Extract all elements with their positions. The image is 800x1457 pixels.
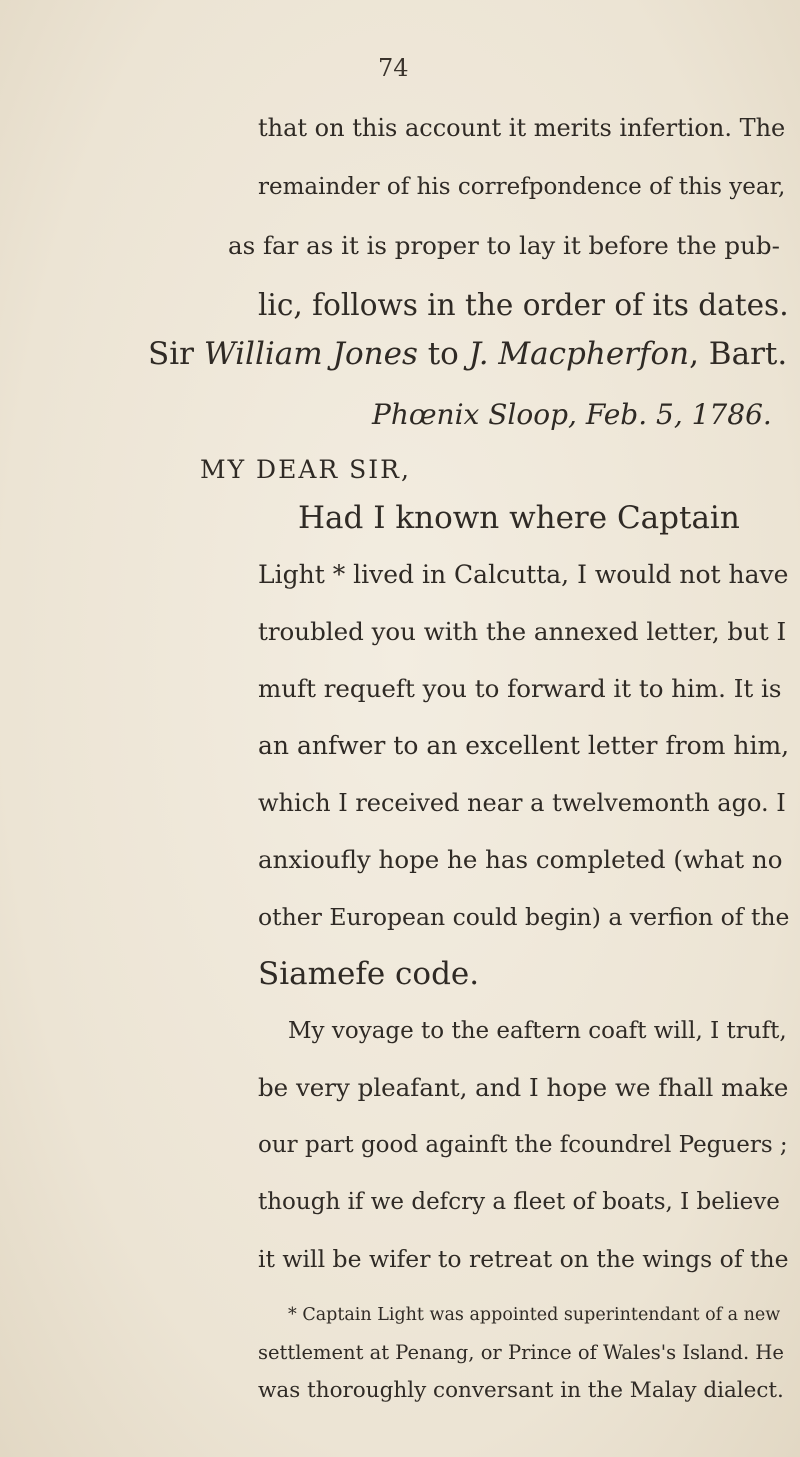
- heading-prefix: Sir: [148, 336, 204, 372]
- letter-line: our part good againft the fcoundrel Peguers ;: [258, 1132, 788, 1158]
- letter-line: other European could begin) a verfion of the: [258, 903, 790, 931]
- footnote-line: * Captain Light was appointed superintendant of a new: [288, 1305, 781, 1325]
- page-number: 74: [378, 54, 409, 82]
- letter-line: Siamefe code.: [258, 956, 480, 992]
- letter-line: Light * lived in Calcutta, I would not have: [258, 560, 789, 589]
- letter-line: though if we defcry a fleet of boats, I believe: [258, 1189, 780, 1215]
- salutation: MY DEAR SIR,: [200, 455, 411, 484]
- heading-to: to: [417, 336, 469, 372]
- letter-line: it will be wifer to retreat on the wings of the: [258, 1245, 789, 1273]
- letter-line: anxioufly hope he has completed (what no: [258, 845, 783, 874]
- heading-recipient: J. Macpherfon: [468, 336, 690, 372]
- letter-line: which I received near a twelvemonth ago. I: [258, 789, 786, 817]
- heading-author: William Jones: [203, 336, 418, 372]
- place-date: Phœnix Sloop, Feb. 5, 1786.: [372, 398, 772, 431]
- letter-line: Had I known where Captain: [298, 500, 740, 536]
- paragraph-line: remainder of his correfpondence of this year,: [258, 174, 786, 200]
- paragraph-line: lic, follows in the order of its dates.: [258, 288, 789, 322]
- footnote-line: settlement at Penang, or Prince of Wales's Island. He: [258, 1341, 784, 1364]
- letter-line: troubled you with the annexed letter, but I: [258, 617, 787, 646]
- letter-line: an anfwer to an excellent letter from him,: [258, 731, 790, 760]
- heading-suffix: , Bart.: [689, 336, 788, 372]
- letter-line: muft requeft you to forward it to him. It is: [258, 674, 782, 703]
- letter-line: be very pleafant, and I hope we fhall make: [258, 1073, 789, 1102]
- letter-line: My voyage to the eaftern coaft will, I truft,: [288, 1018, 787, 1044]
- paragraph-line: that on this account it merits infertion. The: [258, 114, 786, 142]
- footnote-line: was thoroughly conversant in the Malay dialect.: [258, 1378, 784, 1403]
- letter-heading: [148, 334, 787, 374]
- paragraph-line: as far as it is proper to lay it before the pub-: [228, 231, 780, 260]
